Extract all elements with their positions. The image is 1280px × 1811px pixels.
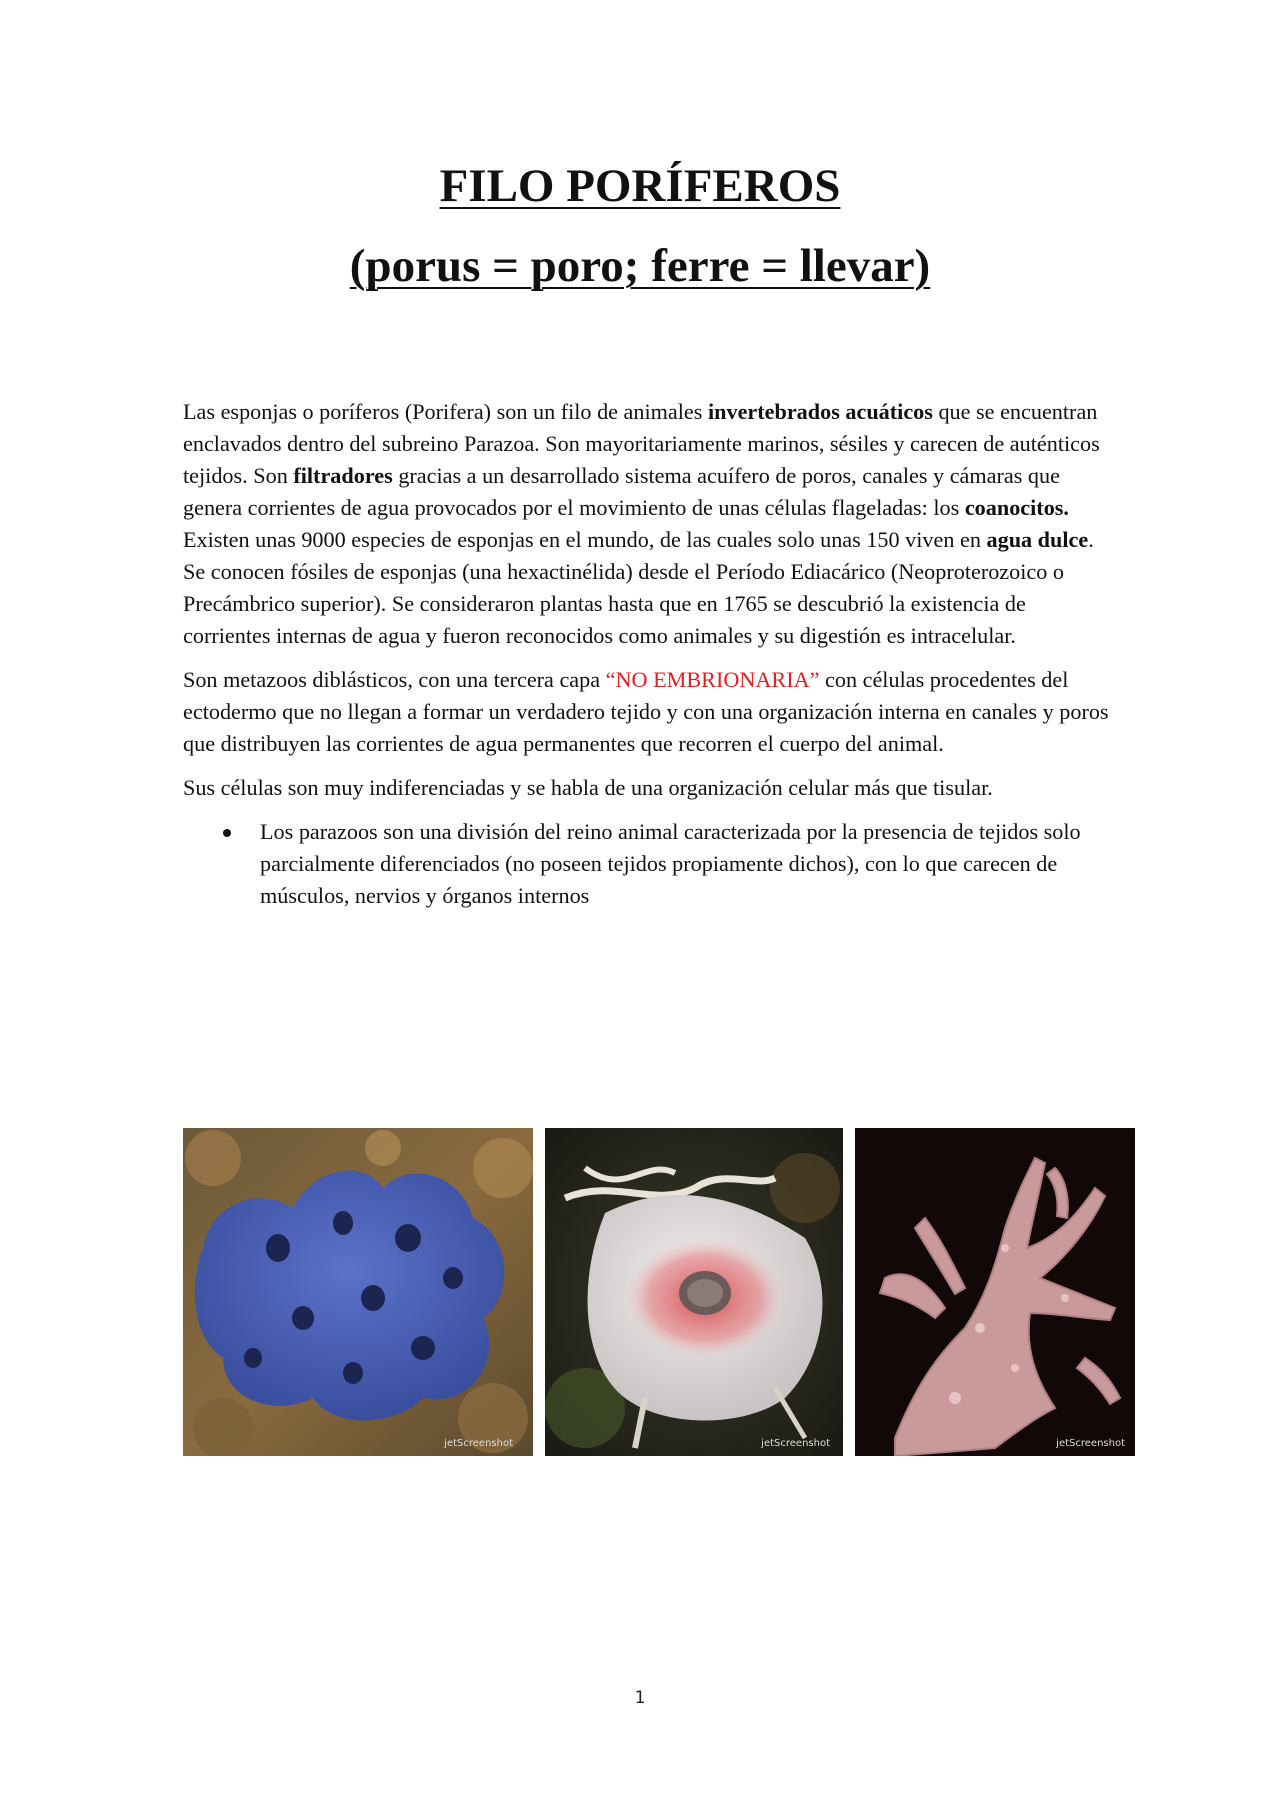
text-run: Existen unas 9000 especies de esponjas en el mundo, de las cuales solo unas 150 viven en xyxy=(183,527,987,552)
bold-term: agua dulce xyxy=(986,527,1089,552)
page-number: 1 xyxy=(634,1688,646,1708)
text-run: Son metazoos diblásticos, con una tercera capa xyxy=(183,667,606,692)
pink-branching-sponge-photo xyxy=(855,1128,1135,1456)
blue-sponge-photo xyxy=(183,1128,533,1456)
text-run: gracias a un desarrollado sistema acuífero de poros, canales y cámaras que genera corrientes de agua provocados por el movimiento de unas células flageladas: los xyxy=(183,463,1060,520)
bold-term: invertebrados acuáticos xyxy=(707,399,933,424)
svg-text:jetScreenshot: jetScreenshot xyxy=(1056,1438,1125,1449)
bullet-icon xyxy=(223,829,231,837)
white-red-sponge-photo xyxy=(545,1128,843,1456)
list-item xyxy=(183,816,1113,912)
text-run: que se encuentran enclavados dentro del subreino Parazoa. Son mayoritariamente marinos, sésiles y carecen de auténticos tejidos. Son xyxy=(183,399,1100,488)
svg-text:jetScreenshot: jetScreenshot xyxy=(444,1438,513,1449)
paragraph-cells: Sus células son muy indiferenciadas y se habla de una organización celular más que tisular. xyxy=(183,775,993,800)
text-run: . Se conocen fósiles de esponjas (una hexactinélida) desde el Período Ediacárico (Neoproterozoico o Precámbrico superior). Se consideraron plantas hasta que en 1765 se descubrió la existencia de corrientes internas de agua y fueron reconocidos como animales y su digestión es intracelular. xyxy=(183,527,1094,648)
page-title: FILO PORÍFEROS xyxy=(439,160,841,212)
paragraph-metazoos xyxy=(183,664,1113,760)
paragraph-intro xyxy=(183,396,1113,652)
text-run: Las esponjas o poríferos (Porifera) son un filo de animales xyxy=(183,399,708,424)
body-text xyxy=(183,396,1113,912)
text-run: con células procedentes del ectodermo que no llegan a formar un verdadero tejido y con una organización interna en canales y poros que distribuyen las corrientes de agua permanentes que recorren el cuerpo del animal. xyxy=(183,667,1109,756)
list-item-text: Los parazoos son una división del reino animal caracterizada por la presencia de tejidos solo parcialmente diferenciados (no poseen tejidos propiamente dichos), con lo que carecen de músculos, nervios y órganos internos xyxy=(260,819,1081,908)
page-subtitle: (porus = poro; ferre = llevar) xyxy=(349,240,931,292)
svg-text:jetScreenshot: jetScreenshot xyxy=(761,1438,830,1449)
bullet-list xyxy=(183,816,1113,912)
bold-term: filtradores xyxy=(293,463,393,488)
highlight-text: “NO EMBRIONARIA” xyxy=(605,667,820,692)
bold-term: coanocitos. xyxy=(964,495,1069,520)
